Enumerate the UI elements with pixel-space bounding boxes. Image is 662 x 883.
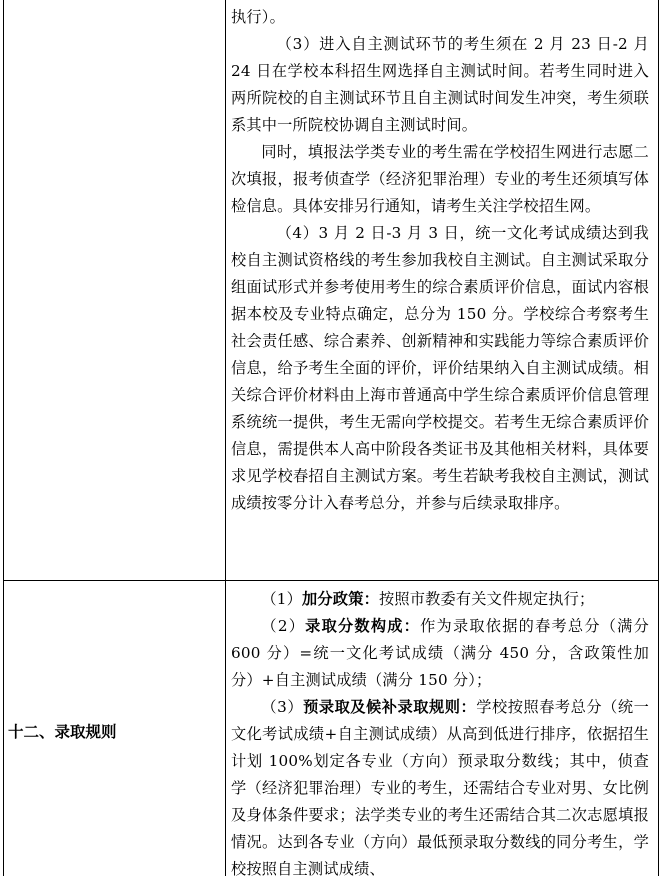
row1-paragraph-1: （3）进入自主测试环节的考生须在 2 月 23 日-2 月 24 日在学校本科招生网选择自主测试时间。若考生同时进入两所院校的自主测试环节且自主测试时间发生冲突，考生须联系其中一所院校协调自主测试时间。 — [231, 35, 649, 134]
rule-item-2-number: （2） — [261, 617, 306, 635]
rule-item-1-title: 加分政策： — [302, 590, 379, 608]
row2-content-cell — [231, 586, 649, 883]
rule-item-3-text: 学校按照春考总分（统一文化考试成绩+自主测试成绩）从高到低进行排序，依据招生计划 100%划定各专业（方向）预录取分数线；其中，侦查学（经济犯罪治理）专业的考生，还需结合专业对男、女比例及身体条件要求；法学类专业的考生还需结合其二次志愿填报情况。达到各专业（方向）最低预录取分数线的同分考生，学校按照自主测试成绩、 — [231, 698, 650, 878]
rule-item-3 — [231, 694, 649, 883]
row1-content-cell — [231, 4, 649, 517]
rule-item-2 — [231, 613, 649, 694]
rule-item-2-title: 录取分数构成： — [305, 617, 421, 635]
rule-item-1 — [231, 586, 649, 613]
rule-item-1-number: （1） — [261, 590, 303, 608]
row1-paragraph-3: （4）3 月 2 日-3 月 3 日，统一文化考试成绩达到我校自主测试资格线的考生参加我校自主测试。自主测试采取分组面试形式并参考使用考生的综合素质评价信息，面试内容根据本校及专业特点确定，总分为 150 分。学校综合考察考生社会责任感、综合素养、创新精神和实践能力等综合素质评价信息，给予考生全面的评价，评价结果纳入自主测试成绩。相关综合评价材料由上海市普通高中学生综合素质评价信息管理系统统一提供，考生无需向学校提交。若考生无综合素质评价信息，需提供本人高中阶段各类证书及其他相关材料，具体要求见学校春招自主测试方案。考生若缺考我校自主测试，测试成绩按零分计入春考总分，并参与后续录取排序。 — [231, 224, 649, 512]
table-left-border — [3, 0, 4, 876]
row1-paragraph-2: 同时，填报法学类专业的考生需在学校招生网进行志愿二次填报，报考侦查学（经济犯罪治理）专业的考生还须填写体检信息。具体安排另行通知，请考生关注学校招生网。 — [231, 143, 649, 215]
rule-item-2-text: 作为录取依据的春考总分（满分 600 分）=统一文化考试成绩（满分 450 分，含政策性加分）+自主测试成绩（满分 150 分）； — [231, 617, 649, 689]
row1-paragraph-0: 执行）。 — [231, 8, 285, 26]
column-divider — [225, 0, 226, 876]
rule-item-3-title: 预录取及候补录取规则： — [303, 698, 477, 716]
rule-item-1-text: 按照市教委有关文件规定执行； — [378, 590, 595, 608]
rule-item-3-number: （3） — [261, 698, 304, 716]
row-divider — [3, 580, 659, 581]
table-right-border — [658, 0, 659, 876]
row2-label: 十二、录取规则 — [8, 723, 117, 741]
